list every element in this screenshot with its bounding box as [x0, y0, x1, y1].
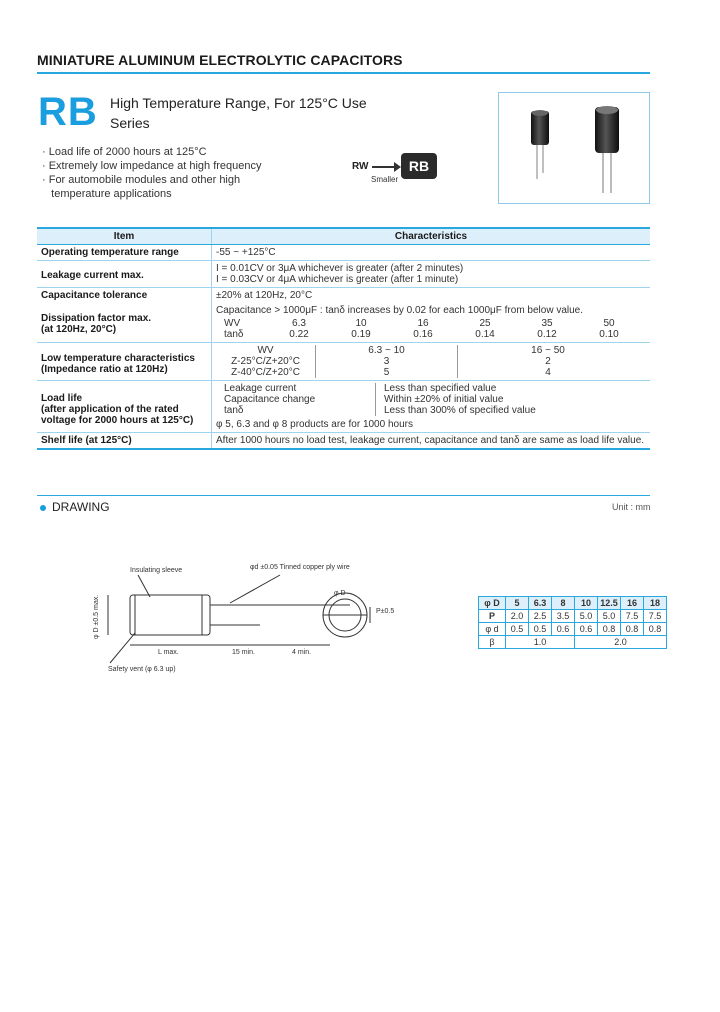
low-temp-cell: 3 — [316, 356, 458, 367]
end-view-label: φ D — [334, 590, 346, 597]
dim-cell: 6.3 — [529, 597, 552, 610]
dim-cell: φ d — [479, 623, 506, 636]
series-to-badge: RB — [401, 153, 437, 179]
lead4-label: 4 min. — [292, 649, 312, 656]
df-tan-row — [216, 329, 646, 340]
df-wv-row — [216, 318, 646, 329]
wire-leader — [230, 575, 280, 603]
shelf-life-value: After 1000 hours no load test, leakage current, capacitance and tanδ are same as load life value. — [212, 433, 651, 450]
cap-tolerance-label: Capacitance tolerance — [37, 288, 212, 304]
dim-cell: 8 — [552, 597, 575, 610]
load-life-cell: Leakage current — [216, 383, 376, 394]
load-life-note: φ 5, 6.3 and φ 8 products are for 1000 hours — [216, 419, 413, 430]
df-wv-cell: 50 — [603, 318, 615, 329]
dim-cell: 2.0 — [575, 636, 667, 649]
series-subtitle: High Temperature Range, For 125°C Use — [110, 95, 367, 111]
low-temp-cell: 6.3 ~ 10 — [316, 345, 458, 356]
feature-item: · Extremely low impedance at high frequency — [42, 160, 262, 172]
leakage-value — [212, 261, 651, 288]
load-life-label — [37, 381, 212, 433]
df-tan-cell: 0.14 — [475, 329, 495, 340]
low-temp-cell: WV — [216, 345, 316, 356]
load-life-cell: Within ±20% of initial value — [384, 394, 504, 405]
operating-temp-label: Operating temperature range — [37, 245, 212, 261]
low-temp-label-line: (Impedance ratio at 120Hz) — [41, 364, 168, 375]
vent-leader — [110, 633, 135, 663]
dim-cell: 10 — [575, 597, 598, 610]
low-temp-cell: 4 — [545, 367, 551, 378]
dim-cell: 18 — [644, 597, 667, 610]
df-value — [212, 303, 651, 343]
dim-cell: 2.0 — [506, 610, 529, 623]
df-wv-cell: 16 — [417, 318, 429, 329]
dim-header-row — [479, 597, 667, 610]
load-life-label-line: voltage for 2000 hours at 125°C) — [41, 415, 194, 426]
df-tan-cell: 0.22 — [289, 329, 309, 340]
load-life-label-line: Load life — [41, 393, 83, 404]
wire-label: φd ±0.05 Tinned copper ply wire — [250, 564, 350, 571]
dim-cell: 3.5 — [552, 610, 575, 623]
low-temp-cell: 16 ~ 50 — [531, 345, 565, 356]
spec-table — [37, 227, 650, 450]
df-wv-label: WV — [224, 318, 241, 329]
load-life-cell: Less than 300% of specified value — [384, 405, 536, 416]
operating-temp-value: -55 ~ +125°C — [212, 245, 651, 261]
dim-cell: β — [479, 636, 506, 649]
load-life-row — [216, 383, 646, 394]
dim-d-row — [479, 623, 667, 636]
low-temp-cell: 5 — [316, 367, 458, 378]
capacitor-drawing — [80, 555, 420, 685]
df-tan-cell: 0.10 — [599, 329, 619, 340]
load-life-row — [216, 405, 646, 416]
load-life-cell: Capacitance change — [216, 394, 376, 405]
capacitor-body-outline — [130, 595, 210, 635]
diameter-label: φ D ±0.5 max. — [93, 594, 100, 639]
df-tan-cell: 0.19 — [351, 329, 371, 340]
dim-cell: 12.5 — [598, 597, 621, 610]
df-tan-label: tanδ — [224, 329, 244, 340]
title-rule — [37, 72, 650, 74]
series-code: RB — [38, 90, 98, 134]
pitch-label: P±0.5 — [376, 608, 395, 615]
dim-cell: 0.6 — [552, 623, 575, 636]
sleeve-label: Insulating sleeve — [130, 567, 183, 574]
page-title: MINIATURE ALUMINUM ELECTROLYTIC CAPACITORS — [37, 52, 403, 68]
low-temp-cell: Z-40°C/Z+20°C — [216, 367, 316, 378]
bullet-dot-icon — [40, 505, 46, 511]
dim-cell: 7.5 — [621, 610, 644, 623]
leakage-line: I = 0.01CV or 3μA whichever is greater (after 2 minutes) — [216, 263, 464, 274]
dim-p-row — [479, 610, 667, 623]
lead15-label: 15 min. — [232, 649, 255, 656]
load-life-cell: Less than specified value — [384, 383, 497, 394]
length-label: L max. — [158, 649, 179, 656]
cap-tolerance-value: ±20% at 120Hz, 20°C — [216, 290, 313, 301]
low-temp-label — [37, 343, 212, 381]
sleeve-leader — [138, 575, 150, 597]
load-life-row — [216, 394, 646, 405]
df-wv-cell: 6.3 — [292, 318, 306, 329]
series-subtitle-2: Series — [110, 115, 150, 131]
dim-cell: 0.8 — [621, 623, 644, 636]
dim-cell: 0.5 — [506, 623, 529, 636]
drawing-title: DRAWING — [52, 500, 110, 514]
df-label-line: Dissipation factor max. — [41, 313, 152, 324]
product-photo — [498, 92, 650, 204]
spec-head-char: Characteristics — [212, 228, 651, 245]
low-temp-row — [216, 356, 646, 367]
series-from: RW — [352, 161, 369, 172]
low-temp-row — [216, 367, 646, 378]
dim-cell: 2.5 — [529, 610, 552, 623]
dim-cell: 1.0 — [506, 636, 575, 649]
low-temp-cell: 2 — [545, 356, 551, 367]
leakage-label: Leakage current max. — [37, 261, 212, 288]
low-temp-label-line: Low temperature characteristics — [41, 353, 195, 364]
dim-cell: P — [479, 610, 506, 623]
dim-cell: 0.6 — [575, 623, 598, 636]
df-label-line: (at 120Hz, 20°C) — [41, 324, 117, 335]
df-label — [37, 303, 212, 343]
shelf-life-label: Shelf life (at 125°C) — [37, 433, 212, 450]
dim-cell: 0.5 — [529, 623, 552, 636]
df-wv-cell: 25 — [479, 318, 491, 329]
dim-cell: φ D — [479, 597, 506, 610]
load-life-cell: tanδ — [216, 405, 376, 416]
dim-beta-row — [479, 636, 667, 649]
low-temp-row — [216, 345, 646, 356]
dim-cell: 7.5 — [644, 610, 667, 623]
low-temp-value — [212, 343, 651, 381]
feature-list — [42, 145, 262, 201]
leakage-line: I = 0.03CV or 4μA whichever is greater (after 1 minute) — [216, 274, 459, 285]
df-tan-cell: 0.16 — [413, 329, 433, 340]
dim-cell: 16 — [621, 597, 644, 610]
load-life-value — [212, 381, 651, 433]
dim-cell: 0.8 — [598, 623, 621, 636]
df-wv-cell: 10 — [355, 318, 367, 329]
spec-head-item: Item — [37, 228, 212, 245]
df-note: Capacitance > 1000μF : tanδ increases by 0.02 for each 1000μF from below value. — [216, 305, 584, 316]
df-wv-cell: 35 — [541, 318, 553, 329]
drawing-rule — [37, 495, 650, 496]
dim-cell: 5 — [506, 597, 529, 610]
low-temp-cell: Z-25°C/Z+20°C — [216, 356, 316, 367]
dim-cell: 0.8 — [644, 623, 667, 636]
drawing-unit: Unit : mm — [612, 502, 651, 512]
capacitor-photo-illustration — [499, 93, 649, 203]
load-life-label-line: (after application of the rated — [41, 404, 179, 415]
series-note: Smaller — [371, 175, 399, 184]
feature-item: · For automobile modules and other high — [42, 174, 241, 186]
dim-cell: 5.0 — [598, 610, 621, 623]
feature-item: temperature applications — [42, 188, 172, 200]
dimension-table — [478, 596, 667, 649]
vent-label: Safety vent (φ 6.3 up) — [108, 666, 176, 673]
dim-cell: 5.0 — [575, 610, 598, 623]
feature-item: · Load life of 2000 hours at 125°C — [42, 146, 207, 158]
arrow-right-icon — [394, 162, 401, 172]
df-tan-cell: 0.12 — [537, 329, 557, 340]
